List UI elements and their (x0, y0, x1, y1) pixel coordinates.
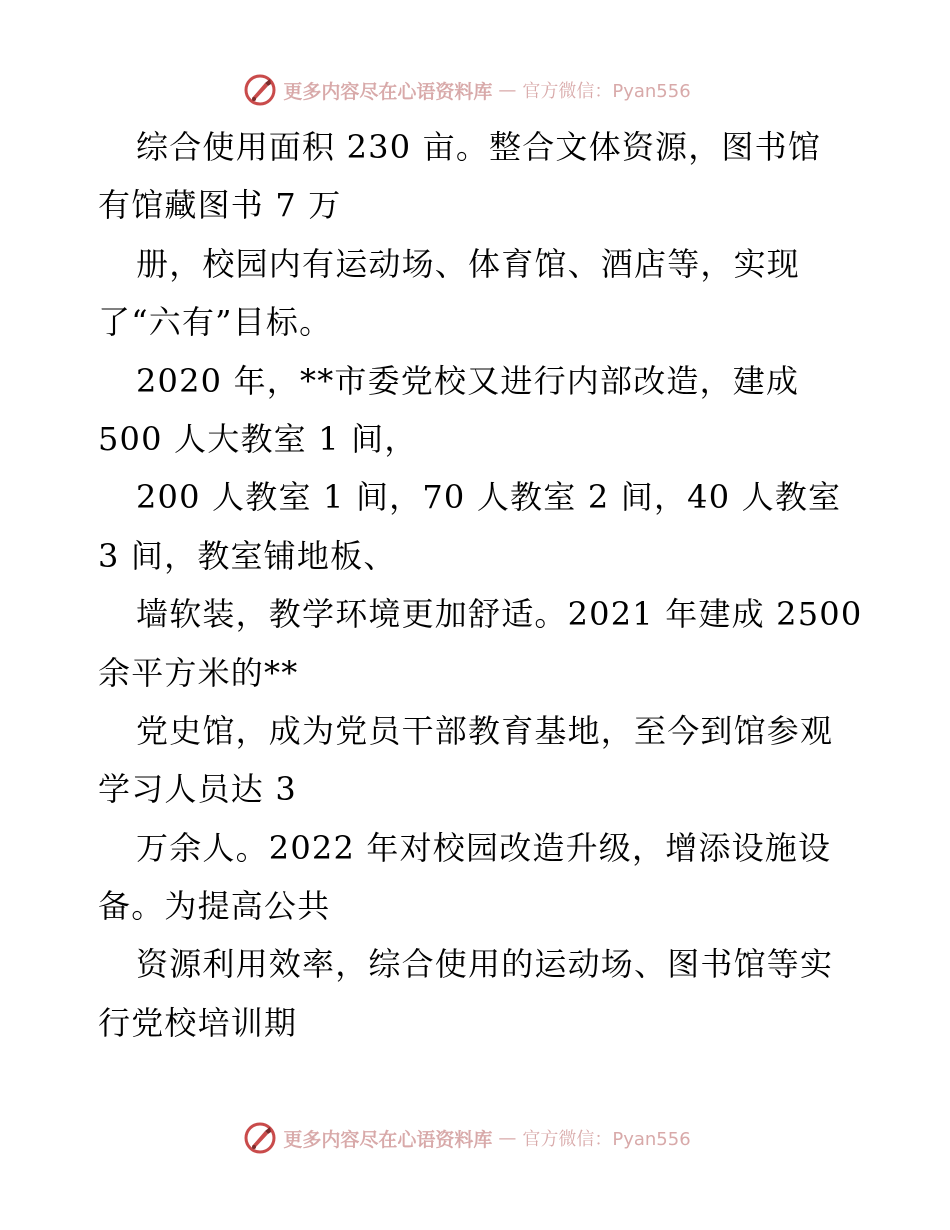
watermark-sub-text: 官方微信：Pyan556 (522, 81, 691, 102)
text-line: 墙软装，教学环境更加舒适。2021 年建成 2500 (136, 595, 863, 634)
text-line: 综合使用面积 230 亩。整合文体资源，图书馆 (136, 128, 822, 166)
text-line: 行党校培训期 (98, 1003, 298, 1042)
document-body (98, 118, 868, 1052)
text-line: 册，校园内有运动场、体育馆、酒店等，实现 (136, 244, 801, 283)
header-watermark-inner (243, 73, 690, 107)
text-line: 余平方米的** (98, 653, 299, 692)
text-line: 2020 年，**市委党校又进行内部改造，建成 (136, 361, 800, 400)
footer-watermark-inner (243, 1121, 690, 1155)
text-line: 党史馆，成为党员干部教育基地，至今到馆参观 (136, 711, 834, 750)
text-line: 学习人员达 3 (98, 770, 297, 809)
text-line: 有馆藏图书 7 万 (98, 186, 342, 225)
text-line: 资源利用效率，综合使用的运动场、图书馆等实 (136, 945, 834, 984)
text-line: 了“六有”目标。 (98, 303, 333, 342)
quill-logo-icon (243, 1121, 277, 1155)
watermark-sub-text: 官方微信：Pyan556 (522, 1129, 691, 1150)
watermark-dash: — (498, 79, 517, 101)
text-line: 500 人大教室 1 间， (98, 419, 418, 458)
watermark-main-text: 更多内容尽在心语资料库 (283, 1128, 493, 1151)
text-line: 3 间，教室铺地板、 (98, 536, 397, 575)
watermark-main-text: 更多内容尽在心语资料库 (283, 80, 493, 103)
quill-logo-icon (243, 73, 277, 107)
watermark-dash: — (498, 1127, 517, 1149)
header-watermark (0, 70, 950, 110)
text-line: 万余人。2022 年对校园改造升级，增添设施设 (136, 828, 832, 867)
text-line: 200 人教室 1 间，70 人教室 2 间，40 人教室 (136, 478, 842, 517)
text-line: 备。为提高公共 (98, 887, 331, 926)
footer-watermark (0, 1118, 950, 1158)
